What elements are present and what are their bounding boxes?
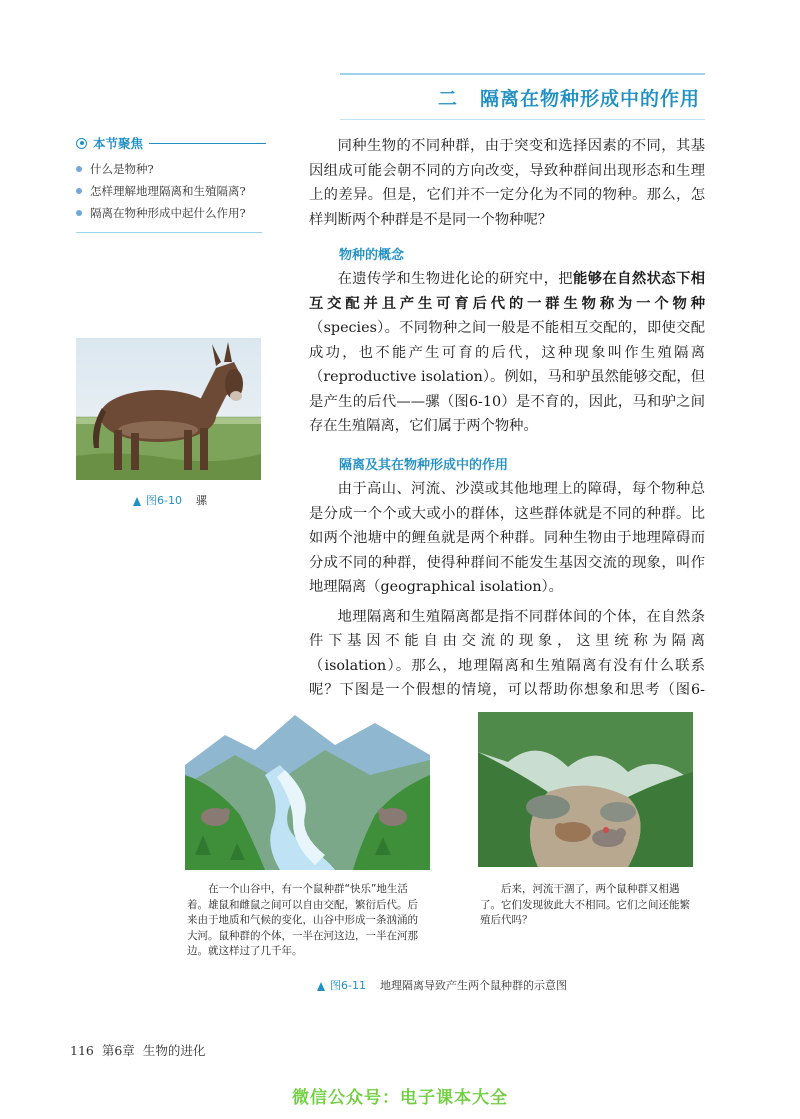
page-number: 116	[70, 1043, 94, 1058]
dried-river-illustration	[478, 712, 693, 867]
figure-6-11-caption: 图6-11 地理隔离导致产生两个鼠种群的示意图	[317, 977, 567, 993]
page-footer	[70, 1041, 213, 1059]
mule-photo	[76, 338, 261, 480]
isolation-heading: 隔离及其在物种形成中的作用	[339, 458, 509, 473]
focus-list	[76, 158, 276, 224]
isolation-paragraph-2: 地理隔离和生殖隔离都是指不同群体间的个体，在自然条件下基因不能自由交流的现象，这里统称为隔离（isolation）。那么，地理隔离和生殖隔离有没有什么联系呢？下图是一个假想的情境，可以帮助你想象和思考（图6-	[309, 608, 705, 698]
chapter-title: 生物的进化	[142, 1043, 206, 1058]
focus-heading	[76, 134, 266, 152]
bullet-icon	[76, 210, 82, 216]
intro-paragraph: 同种生物的不同种群，由于突变和选择因素的不同，其基因组成可能会朝不同的方向改变，导致种群间出现形态和生理上的差异。但是，它们并不一定分化为不同的物种。那么，怎样判断两个种群是不是同一个物种呢？	[309, 138, 705, 228]
target-icon	[76, 138, 87, 149]
dried-river-svg	[478, 712, 693, 867]
bullet-icon	[76, 166, 82, 172]
section-number: 二	[437, 88, 458, 110]
wechat-watermark: 微信公众号：电子课本大全	[292, 1088, 508, 1108]
figure-marker-icon	[317, 982, 325, 991]
bullet-icon	[76, 188, 82, 194]
focus-heading-rule	[149, 143, 266, 144]
mule-illustration	[76, 338, 261, 480]
figure-6-11-right-caption: 后来，河流干涸了，两个鼠种群又相遇了。它们发现彼此大不相同。它们之间还能繁殖后代吗？	[480, 883, 690, 926]
figure-6-11-left-caption: 在一个山谷中，有一个鼠种群“快乐”地生活着。雄鼠和雌鼠之间可以自由交配，繁衍后代。后来由于地质和气候的变化，山谷中形成一条汹涌的大河。鼠种群的个体，一半在河这边，一半在河那边。就这样过了几千年。	[187, 883, 418, 957]
species-concept-heading: 物种的概念	[339, 248, 405, 263]
header-bottom-rule	[340, 119, 705, 120]
species-concept-section	[309, 245, 705, 439]
focus-heading-text: 本节聚焦	[93, 136, 144, 151]
focus-item: 什么是物种?	[76, 158, 276, 180]
valley-river-svg	[185, 705, 430, 870]
valley-river-illustration	[185, 705, 430, 870]
section-title-text: 隔离在物种形成中的作用	[479, 88, 700, 110]
focus-item: 隔离在物种形成中起什么作用?	[76, 202, 276, 224]
section-title	[340, 84, 700, 111]
isolation-section	[309, 455, 705, 727]
figure-marker-icon	[133, 497, 141, 506]
species-concept-paragraph: 在遗传学和生物进化论的研究中，把能够在自然状态下相互交配并且产生可育后代的一群生物称为一个物种（species）。不同物种之间一般是不能相互交配的，即使交配成功，也不能产生可育的后代，这种现象叫作生殖隔离（reproductive isolation）。例如，马和驴虽然能够交配，但是产生的后代——骡（图6-10）是不育的，因此，马和驴之间存在生殖隔离，它们属于两个物种。	[309, 271, 705, 434]
isolation-paragraph-1: 由于高山、河流、沙漠或其他地理上的障碍，每个物种总是分成一个个或大或小的群体，这些群体就是不同的种群。比如两个池塘中的鲤鱼就是两个种群。同种生物由于地理障碍而分成不同的种群，使得种群间不能发生基因交流的现象，叫作地理隔离（geographical isolation）。	[309, 481, 705, 595]
header-top-rule	[340, 73, 705, 75]
focus-bottom-rule	[76, 232, 262, 233]
chapter-label: 第6章	[101, 1043, 135, 1058]
species-definition: 能够在自然状态下相互交配并且产生可育后代的一群生物称为一个物种	[309, 271, 705, 312]
figure-6-10-caption: 图6-10 骡	[133, 492, 207, 508]
focus-item: 怎样理解地理隔离和生殖隔离?	[76, 180, 276, 202]
